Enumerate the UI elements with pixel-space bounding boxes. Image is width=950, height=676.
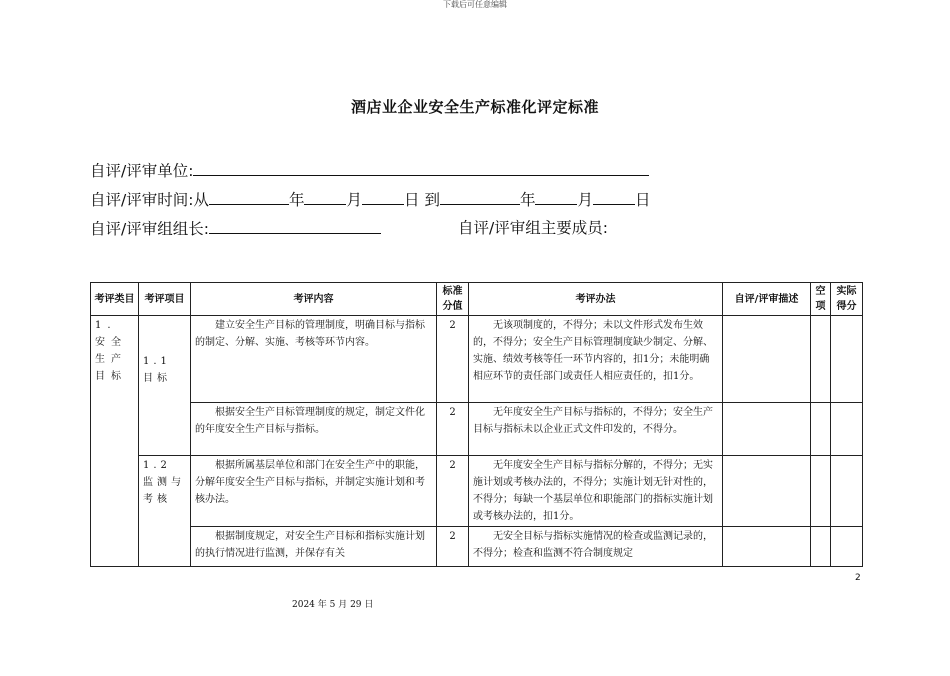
from-month-blank[interactable] [304,189,346,205]
month-label: 月 [346,191,362,209]
method-cell: 无安全目标与指标实施情况的检查或监测记录的，不得分；检查和监测不符合制度规定 [469,527,723,582]
header-actual-score: 实际得分 [831,283,863,316]
document-title: 酒店业企业安全生产标准化评定标准 [350,98,599,116]
score-cell: 2 [437,403,469,456]
to-label: 到 [424,191,440,209]
description-cell[interactable] [723,456,811,527]
evaluation-unit-label: 自评/评审单位: [90,162,194,180]
year-label: 年 [288,191,305,209]
header-description: 自评/评审描述 [723,283,811,316]
header-empty-item: 空项 [811,283,831,316]
empty-item-cell[interactable] [811,456,831,527]
evaluation-time-line [90,189,651,210]
evaluation-unit-blank[interactable] [193,160,649,176]
page-bottom-area [0,566,950,676]
content-cell: 根据安全生产目标管理制度的规定，制定文件化的年度安全生产目标与指标。 [191,403,437,456]
group-leader-label: 自评/评审组组长: [90,220,209,238]
item-label: 1.1 目标 [143,356,171,384]
year-label-2: 年 [519,191,536,209]
to-month-blank[interactable] [535,189,577,205]
header-score: 标准分值 [437,283,469,316]
category-cell: 1. 安全生产目标 [91,316,139,582]
month-label-2: 月 [577,191,593,209]
footer-date: 2024 年 5 月 29 日 [292,600,374,610]
header-category: 考评类目 [91,283,139,316]
actual-score-cell[interactable] [831,403,863,456]
table-row [91,456,863,527]
to-day-blank[interactable] [593,189,635,205]
item-cell: 1.2 监测与考核 [139,456,191,582]
table-row [91,403,863,456]
description-cell[interactable] [723,403,811,456]
description-cell[interactable] [723,316,811,403]
day-label: 日 [403,191,420,209]
header-method: 考评办法 [469,283,723,316]
content-cell: 根据所属基层单位和部门在安全生产中的职能，分解年度安全生产目标与指标，并制定实施计划和考核办法。 [191,456,437,527]
table-bottom-border [90,566,863,567]
empty-item-cell[interactable] [811,403,831,456]
header-item: 考评项目 [139,283,191,316]
header-content: 考评内容 [191,283,437,316]
empty-item-cell[interactable] [811,316,831,403]
evaluation-unit-line [90,160,649,181]
score-cell: 2 [437,456,469,527]
from-day-blank[interactable] [362,189,404,205]
content-cell: 建立安全生产目标的管理制度，明确目标与指标的制定、分解、实施、考核等环节内容。 [191,316,437,403]
group-members-label: 自评/评审组主要成员: [458,219,608,237]
group-members-line [458,218,608,238]
group-leader-line [90,218,381,239]
actual-score-cell[interactable] [831,456,863,527]
content-cell: 根据制度规定，对安全生产目标和指标实施计划的执行情况进行监测，并保存有关 [191,527,437,582]
page-number: 2 [855,573,861,583]
day-label-2: 日 [634,191,651,209]
score-cell: 2 [437,527,469,582]
download-note: 下载后可任意编辑 [443,0,507,9]
table-header-row [91,283,863,316]
group-leader-blank[interactable] [209,218,381,234]
item-cell [139,316,191,456]
method-cell: 无该项制度的，不得分；未以文件形式发布生效的，不得分；安全生产目标管理制度缺少制定、分解、实施、绩效考核等任一环节内容的，扣1分；未能明确相应环节的责任部门或责任人相应责任的，扣1分。 [469,316,723,403]
actual-score-cell[interactable] [831,316,863,403]
method-cell: 无年度安全生产目标与指标的，不得分；安全生产目标与指标未以企业正式文件印发的，不得分。 [469,403,723,456]
method-cell: 无年度安全生产目标与指标分解的，不得分；无实施计划或考核办法的，不得分；实施计划无针对性的，不得分；每缺一个基层单位和职能部门的指标实施计划或考核办法的，扣1分。 [469,456,723,527]
to-year-blank[interactable] [440,189,520,205]
evaluation-time-label: 自评/评审时间:从 [90,191,209,209]
evaluation-table [90,282,863,582]
from-year-blank[interactable] [209,189,289,205]
score-cell: 2 [437,316,469,403]
table-row [91,316,863,403]
